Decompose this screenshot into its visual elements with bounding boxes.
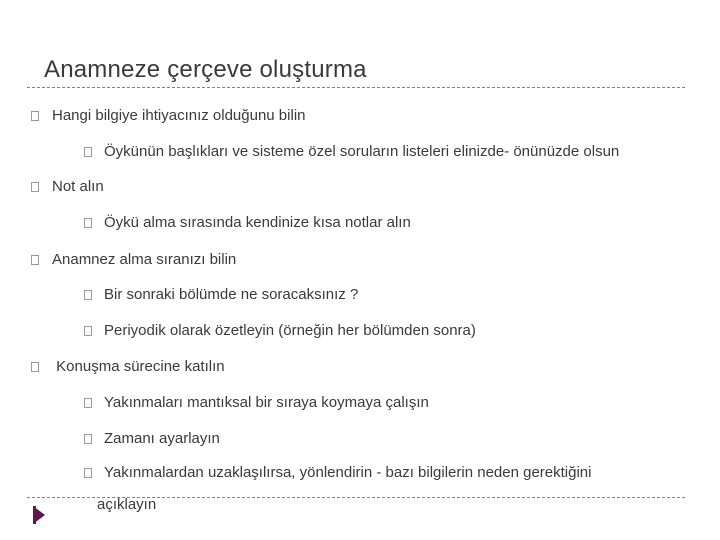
bullet-text: Periyodik olarak özetleyin (örneğin her bölümden sonra) <box>104 322 476 339</box>
bullet-text: Bir sonraki bölümde ne soracaksınız ? <box>104 286 359 303</box>
bullet-box-icon <box>31 111 39 121</box>
bullet-box-icon <box>84 326 92 336</box>
bullet-text: Yakınmaları mantıksal bir sıraya koymaya çalışın <box>104 394 429 411</box>
bullet-text: Anamnez alma sıranızı bilin <box>52 251 237 268</box>
bullet-text: Zamanı ayarlayın <box>104 430 220 447</box>
bullet-text-continuation: açıklayın <box>97 496 157 513</box>
bullet-text: Öykünün başlıkları ve sisteme özel soruların listeleri elinizde- önünüzde olsun <box>104 143 620 160</box>
slide-title: Anamneze çerçeve oluşturma <box>44 56 367 83</box>
bullet-box-icon <box>84 398 92 408</box>
bullet-box-icon <box>84 434 92 444</box>
bullet-box-icon <box>31 362 39 372</box>
bullet-box-icon <box>31 182 39 192</box>
bullet-box-icon <box>84 468 92 478</box>
bullet-box-icon <box>31 255 39 265</box>
bullet-box-icon <box>84 290 92 300</box>
sub-bullet-item <box>84 430 220 447</box>
bullet-item <box>31 358 225 375</box>
bullet-box-icon <box>84 147 92 157</box>
bullet-box-icon <box>84 218 92 228</box>
bullet-item <box>31 178 104 195</box>
sub-bullet-item <box>84 143 619 160</box>
sub-bullet-item <box>84 286 358 303</box>
sub-bullet-item <box>84 322 476 339</box>
bullet-text: Yakınmalardan uzaklaşılırsa, yönlendirin - bazı bilgilerin neden gerektiğini <box>104 464 592 481</box>
bullet-item <box>31 107 306 124</box>
play-arrow-icon <box>33 506 45 524</box>
bullet-text: Konuşma sürecine katılın <box>52 358 225 375</box>
bullet-text: Öykü alma sırasında kendinize kısa notlar alın <box>104 214 411 231</box>
bullet-item <box>31 251 236 268</box>
sub-bullet-item <box>84 394 429 411</box>
title-divider <box>27 87 685 88</box>
bullet-text: Hangi bilgiye ihtiyacınız olduğunu bilin <box>52 107 306 124</box>
sub-bullet-item <box>84 464 592 481</box>
sub-bullet-item <box>84 214 411 231</box>
bullet-text: Not alın <box>52 178 104 195</box>
